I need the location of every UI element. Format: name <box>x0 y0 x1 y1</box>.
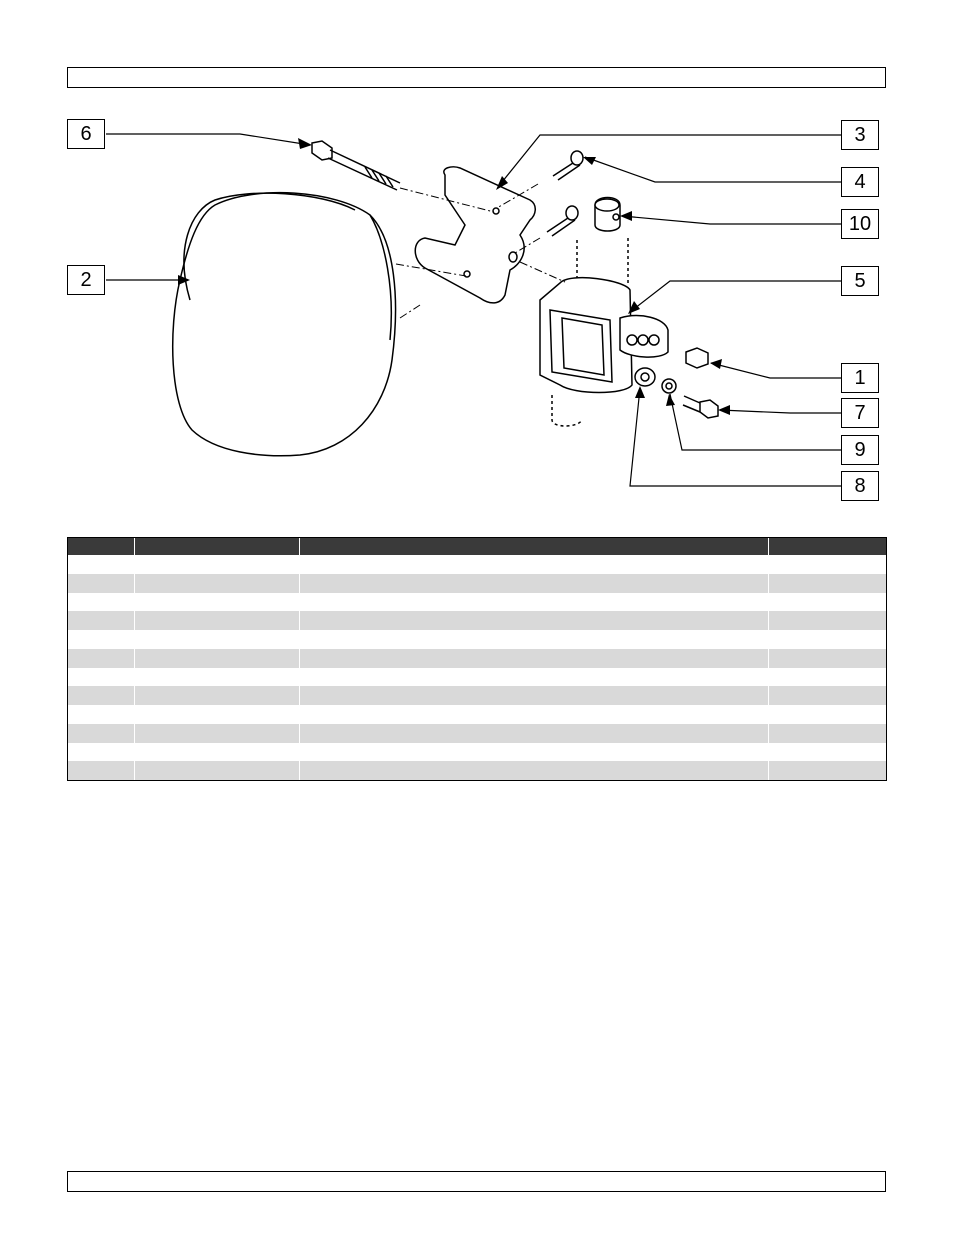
cell <box>299 686 768 705</box>
nut-part-1 <box>686 348 708 368</box>
cell <box>68 668 134 687</box>
cell <box>68 705 134 724</box>
header-description <box>299 538 768 555</box>
callout-1: 1 <box>841 363 879 393</box>
callout-4: 4 <box>841 167 879 197</box>
cell <box>134 555 299 574</box>
cell <box>134 630 299 649</box>
cell <box>768 611 886 630</box>
header-quantity <box>768 538 886 555</box>
footer-box <box>67 1171 886 1192</box>
cell <box>299 705 768 724</box>
table-row <box>68 761 886 780</box>
table-header-row <box>68 538 886 555</box>
cell <box>768 630 886 649</box>
cell <box>134 611 299 630</box>
cell <box>134 574 299 593</box>
cell <box>134 649 299 668</box>
cell <box>68 743 134 762</box>
cell <box>68 686 134 705</box>
cell <box>68 649 134 668</box>
cell <box>299 649 768 668</box>
callout-2: 2 <box>67 265 105 295</box>
foot-pad-part <box>173 193 396 456</box>
header-box <box>67 67 886 88</box>
header-part-number <box>134 538 299 555</box>
cell <box>134 743 299 762</box>
screw-part-4-upper <box>553 151 583 180</box>
cell <box>768 724 886 743</box>
cell <box>68 611 134 630</box>
callout-3: 3 <box>841 120 879 150</box>
cell <box>768 705 886 724</box>
table-row <box>68 555 886 574</box>
cell <box>299 630 768 649</box>
cell <box>768 668 886 687</box>
cell <box>68 593 134 612</box>
table-row <box>68 649 886 668</box>
table-row <box>68 705 886 724</box>
cell <box>768 649 886 668</box>
callout-10: 10 <box>841 209 879 239</box>
table-row <box>68 743 886 762</box>
cell <box>768 743 886 762</box>
callout-9: 9 <box>841 435 879 465</box>
cell <box>299 555 768 574</box>
bolt-part-6 <box>312 141 400 190</box>
callout-8: 8 <box>841 471 879 501</box>
callout-7: 7 <box>841 398 879 428</box>
washer-part-9 <box>662 379 676 393</box>
cell <box>134 724 299 743</box>
bolt-part-7 <box>683 396 718 418</box>
table-row <box>68 593 886 612</box>
cell <box>299 593 768 612</box>
parts-list-table <box>67 537 887 781</box>
cell <box>68 724 134 743</box>
table-row <box>68 686 886 705</box>
table-row <box>68 724 886 743</box>
cell <box>768 555 886 574</box>
cell <box>134 705 299 724</box>
cell <box>299 668 768 687</box>
callout-6: 6 <box>67 119 105 149</box>
cell <box>68 761 134 780</box>
exploded-parts-diagram <box>0 100 954 520</box>
cell <box>299 574 768 593</box>
cell <box>768 761 886 780</box>
cell <box>134 686 299 705</box>
cap-part-10 <box>595 198 620 232</box>
cell <box>68 555 134 574</box>
header-item <box>68 538 134 555</box>
table-row <box>68 630 886 649</box>
cell <box>134 593 299 612</box>
cell <box>68 574 134 593</box>
bracket-plate-part <box>415 167 535 303</box>
table-row <box>68 611 886 630</box>
cell <box>134 668 299 687</box>
callout-5: 5 <box>841 266 879 296</box>
screw-part-4-lower <box>547 206 578 236</box>
cell <box>299 761 768 780</box>
cell <box>134 761 299 780</box>
cell <box>768 574 886 593</box>
cell <box>299 611 768 630</box>
cell <box>299 724 768 743</box>
cell <box>768 686 886 705</box>
cell <box>68 630 134 649</box>
spacer-part-8 <box>635 368 655 386</box>
cell <box>299 743 768 762</box>
table-row <box>68 574 886 593</box>
table-row <box>68 668 886 687</box>
cell <box>768 593 886 612</box>
